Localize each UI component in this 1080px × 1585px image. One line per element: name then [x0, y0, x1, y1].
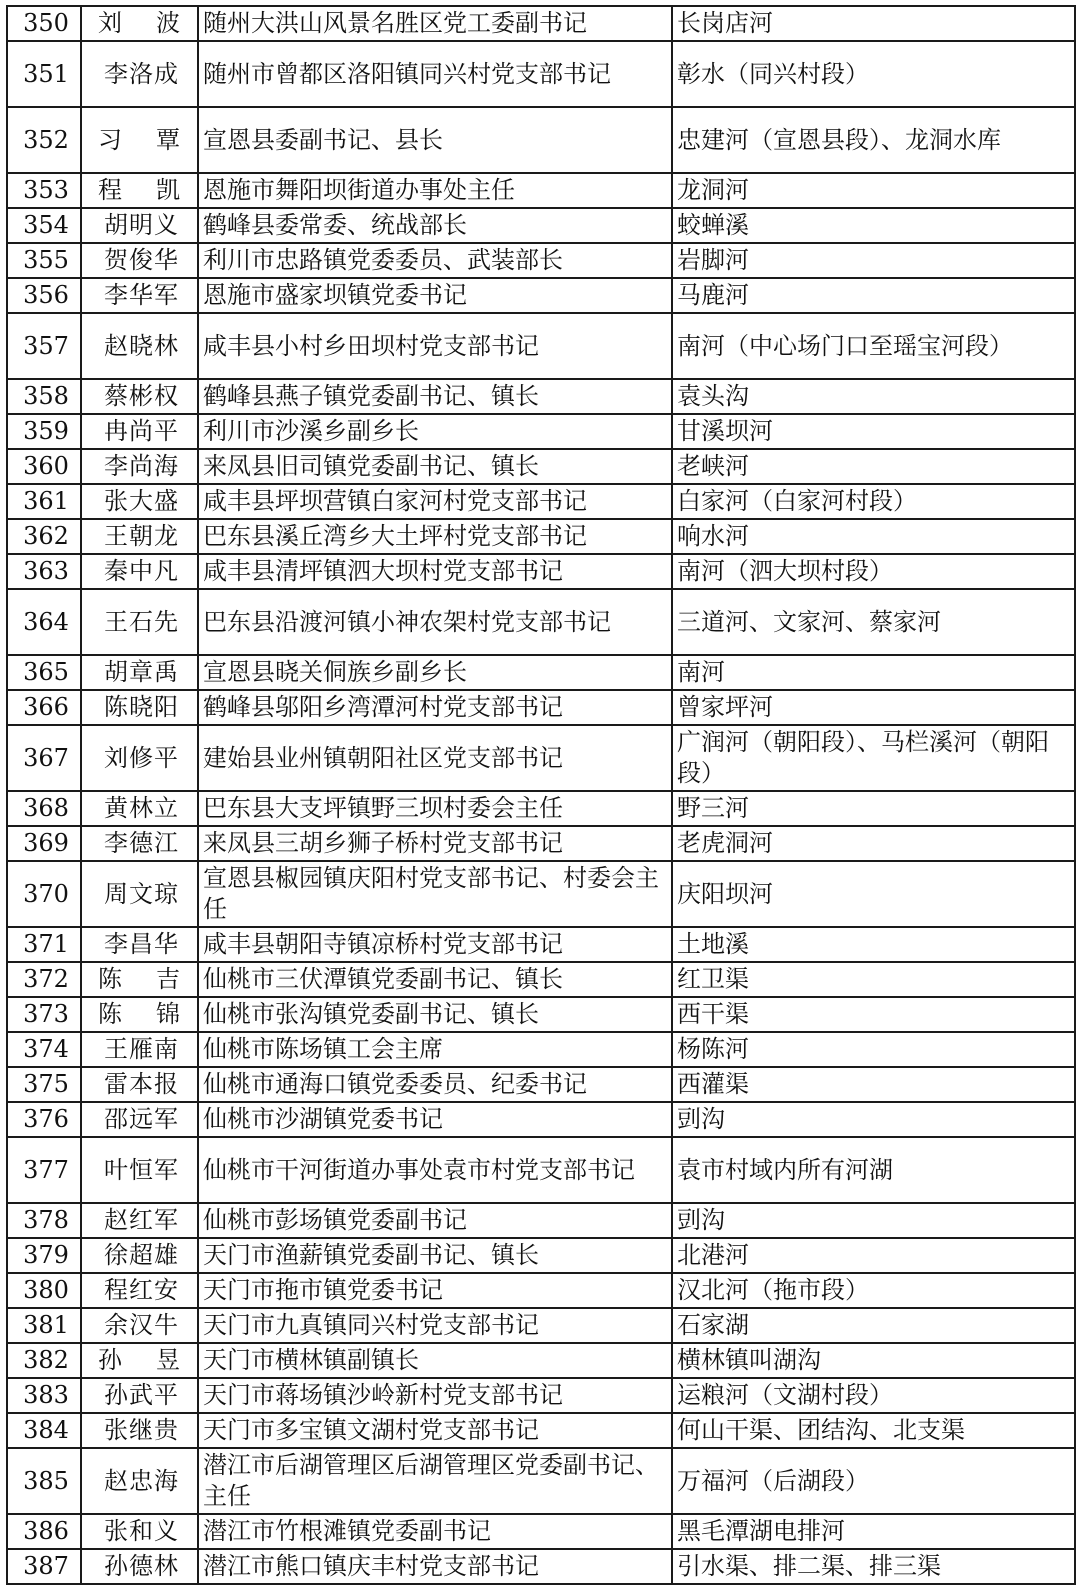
- position-cell: 仙桃市陈场镇工会主席: [198, 1032, 672, 1067]
- position-cell: 咸丰县小村乡田坝村党支部书记: [198, 313, 672, 379]
- row-number-cell: 354: [7, 208, 81, 243]
- name-cell: 王雁南: [81, 1032, 198, 1067]
- table-row: [7, 1137, 1075, 1203]
- river-cell: 曾家坪河: [672, 690, 1075, 725]
- row-number-cell: 386: [7, 1514, 81, 1549]
- river-cell: 石家湖: [672, 1308, 1075, 1343]
- table-row: [7, 6, 1075, 41]
- table-row: [7, 278, 1075, 313]
- table-row: [7, 997, 1075, 1032]
- row-number-cell: 353: [7, 173, 81, 208]
- table-row: [7, 1067, 1075, 1102]
- position-cell: 鹤峰县委常委、统战部长: [198, 208, 672, 243]
- name-cell: 李尚海: [81, 449, 198, 484]
- name-cell: 李德江: [81, 826, 198, 861]
- position-cell: 宣恩县委副书记、县长: [198, 107, 672, 173]
- river-cell: 野三河: [672, 791, 1075, 826]
- river-cell: 汉北河（拖市段）: [672, 1273, 1075, 1308]
- table-row: [7, 655, 1075, 690]
- row-number-cell: 366: [7, 690, 81, 725]
- table-row: [7, 1238, 1075, 1273]
- position-cell: 仙桃市三伏潭镇党委副书记、镇长: [198, 962, 672, 997]
- river-cell: 黑毛潭湖电排河: [672, 1514, 1075, 1549]
- position-cell: 仙桃市干河街道办事处袁市村党支部书记: [198, 1137, 672, 1203]
- name-cell: 余汉牛: [81, 1308, 198, 1343]
- name-cell: 李华军: [81, 278, 198, 313]
- river-cell: 龙洞河: [672, 173, 1075, 208]
- table-row: [7, 791, 1075, 826]
- name-cell: 胡章禹: [81, 655, 198, 690]
- position-cell: 天门市九真镇同兴村党支部书记: [198, 1308, 672, 1343]
- position-cell: 巴东县溪丘湾乡大土坪村党支部书记: [198, 519, 672, 554]
- river-cell: 引水渠、排二渠、排三渠: [672, 1549, 1075, 1584]
- row-number-cell: 371: [7, 927, 81, 962]
- position-cell: 巴东县沿渡河镇小神农架村党支部书记: [198, 589, 672, 655]
- table-row: [7, 1448, 1075, 1514]
- name-cell: 陈 锦: [81, 997, 198, 1032]
- position-cell: 天门市多宝镇文湖村党支部书记: [198, 1413, 672, 1448]
- name-cell: 王朝龙: [81, 519, 198, 554]
- name-cell: 赵晓林: [81, 313, 198, 379]
- river-cell: 蛟蝉溪: [672, 208, 1075, 243]
- row-number-cell: 356: [7, 278, 81, 313]
- name-cell: 张和义: [81, 1514, 198, 1549]
- name-cell: 陈 吉: [81, 962, 198, 997]
- position-cell: 利川市忠路镇党委委员、武装部长: [198, 243, 672, 278]
- row-number-cell: 374: [7, 1032, 81, 1067]
- row-number-cell: 368: [7, 791, 81, 826]
- name-cell: 程红安: [81, 1273, 198, 1308]
- name-cell: 孙 昱: [81, 1343, 198, 1378]
- row-number-cell: 367: [7, 725, 81, 791]
- table-row: [7, 208, 1075, 243]
- name-cell: 秦中凡: [81, 554, 198, 589]
- table-row: [7, 449, 1075, 484]
- table-row: [7, 484, 1075, 519]
- table-row: [7, 927, 1075, 962]
- position-cell: 仙桃市沙湖镇党委书记: [198, 1102, 672, 1137]
- name-cell: 胡明义: [81, 208, 198, 243]
- table-row: [7, 554, 1075, 589]
- table-row: [7, 962, 1075, 997]
- position-cell: 潜江市竹根滩镇党委副书记: [198, 1514, 672, 1549]
- row-number-cell: 378: [7, 1203, 81, 1238]
- river-cell: 横林镇叫湖沟: [672, 1343, 1075, 1378]
- row-number-cell: 382: [7, 1343, 81, 1378]
- river-cell: 袁头沟: [672, 379, 1075, 414]
- position-cell: 鹤峰县邬阳乡湾潭河村党支部书记: [198, 690, 672, 725]
- table-row: [7, 1032, 1075, 1067]
- position-cell: 随州市曾都区洛阳镇同兴村党支部书记: [198, 41, 672, 107]
- row-number-cell: 351: [7, 41, 81, 107]
- row-number-cell: 363: [7, 554, 81, 589]
- name-cell: 孙德林: [81, 1549, 198, 1584]
- river-cell: 岩脚河: [672, 243, 1075, 278]
- row-number-cell: 365: [7, 655, 81, 690]
- table-row: [7, 173, 1075, 208]
- row-number-cell: 355: [7, 243, 81, 278]
- name-cell: 雷本报: [81, 1067, 198, 1102]
- position-cell: 建始县业州镇朝阳社区党支部书记: [198, 725, 672, 791]
- river-cell: 甘溪坝河: [672, 414, 1075, 449]
- position-cell: 来凤县三胡乡狮子桥村党支部书记: [198, 826, 672, 861]
- row-number-cell: 381: [7, 1308, 81, 1343]
- position-cell: 恩施市舞阳坝街道办事处主任: [198, 173, 672, 208]
- row-number-cell: 379: [7, 1238, 81, 1273]
- position-cell: 咸丰县清坪镇泗大坝村党支部书记: [198, 554, 672, 589]
- row-number-cell: 380: [7, 1273, 81, 1308]
- name-cell: 习 覃: [81, 107, 198, 173]
- row-number-cell: 370: [7, 861, 81, 927]
- river-chief-table: [6, 5, 1076, 1585]
- river-cell: 西干渠: [672, 997, 1075, 1032]
- position-cell: 利川市沙溪乡副乡长: [198, 414, 672, 449]
- name-cell: 赵忠海: [81, 1448, 198, 1514]
- row-number-cell: 377: [7, 1137, 81, 1203]
- row-number-cell: 357: [7, 313, 81, 379]
- name-cell: 李洛成: [81, 41, 198, 107]
- name-cell: 陈晓阳: [81, 690, 198, 725]
- table-row: [7, 1308, 1075, 1343]
- river-cell: 彰水（同兴村段）: [672, 41, 1075, 107]
- position-cell: 恩施市盛家坝镇党委书记: [198, 278, 672, 313]
- river-cell: 何山干渠、团结沟、北支渠: [672, 1413, 1075, 1448]
- table-row: [7, 1514, 1075, 1549]
- river-cell: 西灌渠: [672, 1067, 1075, 1102]
- river-cell: 广润河（朝阳段）、马栏溪河（朝阳段）: [672, 725, 1075, 791]
- river-cell: 三道河、文家河、蔡家河: [672, 589, 1075, 655]
- table-row: [7, 243, 1075, 278]
- name-cell: 邵远军: [81, 1102, 198, 1137]
- position-cell: 来凤县旧司镇党委副书记、镇长: [198, 449, 672, 484]
- table-row: [7, 1343, 1075, 1378]
- name-cell: 刘修平: [81, 725, 198, 791]
- name-cell: 刘 波: [81, 6, 198, 41]
- position-cell: 随州大洪山风景名胜区党工委副书记: [198, 6, 672, 41]
- table-row: [7, 1413, 1075, 1448]
- table-row: [7, 519, 1075, 554]
- row-number-cell: 373: [7, 997, 81, 1032]
- table-row: [7, 1549, 1075, 1584]
- name-cell: 徐超雄: [81, 1238, 198, 1273]
- name-cell: 李昌华: [81, 927, 198, 962]
- table-row: [7, 414, 1075, 449]
- table-body: [7, 6, 1075, 1584]
- row-number-cell: 385: [7, 1448, 81, 1514]
- name-cell: 赵红军: [81, 1203, 198, 1238]
- river-cell: 北港河: [672, 1238, 1075, 1273]
- table-row: [7, 826, 1075, 861]
- row-number-cell: 361: [7, 484, 81, 519]
- position-cell: 仙桃市通海口镇党委委员、纪委书记: [198, 1067, 672, 1102]
- table-row: [7, 107, 1075, 173]
- row-number-cell: 369: [7, 826, 81, 861]
- position-cell: 天门市拖市镇党委书记: [198, 1273, 672, 1308]
- river-cell: 杨陈河: [672, 1032, 1075, 1067]
- position-cell: 仙桃市张沟镇党委副书记、镇长: [198, 997, 672, 1032]
- position-cell: 潜江市后湖管理区后湖管理区党委副书记、主任: [198, 1448, 672, 1514]
- river-cell: 长岗店河: [672, 6, 1075, 41]
- position-cell: 潜江市熊口镇庆丰村党支部书记: [198, 1549, 672, 1584]
- row-number-cell: 387: [7, 1549, 81, 1584]
- name-cell: 张大盛: [81, 484, 198, 519]
- name-cell: 周文琼: [81, 861, 198, 927]
- table-row: [7, 1378, 1075, 1413]
- table-row: [7, 1203, 1075, 1238]
- name-cell: 王石先: [81, 589, 198, 655]
- river-cell: 庆阳坝河: [672, 861, 1075, 927]
- river-cell: 万福河（后湖段）: [672, 1448, 1075, 1514]
- river-cell: 土地溪: [672, 927, 1075, 962]
- row-number-cell: 364: [7, 589, 81, 655]
- row-number-cell: 359: [7, 414, 81, 449]
- river-cell: 袁市村域内所有河湖: [672, 1137, 1075, 1203]
- position-cell: 天门市渔薪镇党委副书记、镇长: [198, 1238, 672, 1273]
- position-cell: 鹤峰县燕子镇党委副书记、镇长: [198, 379, 672, 414]
- row-number-cell: 352: [7, 107, 81, 173]
- river-cell: 南河（中心场门口至瑶宝河段）: [672, 313, 1075, 379]
- table-row: [7, 589, 1075, 655]
- river-cell: 老峡河: [672, 449, 1075, 484]
- row-number-cell: 360: [7, 449, 81, 484]
- river-cell: 红卫渠: [672, 962, 1075, 997]
- name-cell: 张继贵: [81, 1413, 198, 1448]
- row-number-cell: 376: [7, 1102, 81, 1137]
- table-row: [7, 861, 1075, 927]
- river-cell: 南河: [672, 655, 1075, 690]
- river-cell: 剅沟: [672, 1203, 1075, 1238]
- position-cell: 宣恩县椒园镇庆阳村党支部书记、村委会主任: [198, 861, 672, 927]
- table-row: [7, 690, 1075, 725]
- position-cell: 咸丰县坪坝营镇白家河村党支部书记: [198, 484, 672, 519]
- name-cell: 蔡彬权: [81, 379, 198, 414]
- row-number-cell: 372: [7, 962, 81, 997]
- name-cell: 孙武平: [81, 1378, 198, 1413]
- row-number-cell: 362: [7, 519, 81, 554]
- name-cell: 黄林立: [81, 791, 198, 826]
- river-cell: 剅沟: [672, 1102, 1075, 1137]
- position-cell: 仙桃市彭场镇党委副书记: [198, 1203, 672, 1238]
- table-row: [7, 725, 1075, 791]
- position-cell: 巴东县大支坪镇野三坝村委会主任: [198, 791, 672, 826]
- table-row: [7, 1273, 1075, 1308]
- position-cell: 天门市横林镇副镇长: [198, 1343, 672, 1378]
- river-cell: 老虎洞河: [672, 826, 1075, 861]
- row-number-cell: 383: [7, 1378, 81, 1413]
- table-row: [7, 1102, 1075, 1137]
- river-cell: 忠建河（宣恩县段）、龙洞水库: [672, 107, 1075, 173]
- position-cell: 天门市蒋场镇沙岭新村党支部书记: [198, 1378, 672, 1413]
- row-number-cell: 350: [7, 6, 81, 41]
- table-row: [7, 379, 1075, 414]
- river-cell: 南河（泗大坝村段）: [672, 554, 1075, 589]
- name-cell: 程 凯: [81, 173, 198, 208]
- position-cell: 咸丰县朝阳寺镇凉桥村党支部书记: [198, 927, 672, 962]
- river-cell: 响水河: [672, 519, 1075, 554]
- name-cell: 叶恒军: [81, 1137, 198, 1203]
- row-number-cell: 384: [7, 1413, 81, 1448]
- position-cell: 宣恩县晓关侗族乡副乡长: [198, 655, 672, 690]
- table-row: [7, 313, 1075, 379]
- river-cell: 马鹿河: [672, 278, 1075, 313]
- row-number-cell: 375: [7, 1067, 81, 1102]
- name-cell: 贺俊华: [81, 243, 198, 278]
- river-cell: 运粮河（文湖村段）: [672, 1378, 1075, 1413]
- row-number-cell: 358: [7, 379, 81, 414]
- river-cell: 白家河（白家河村段）: [672, 484, 1075, 519]
- table-row: [7, 41, 1075, 107]
- name-cell: 冉尚平: [81, 414, 198, 449]
